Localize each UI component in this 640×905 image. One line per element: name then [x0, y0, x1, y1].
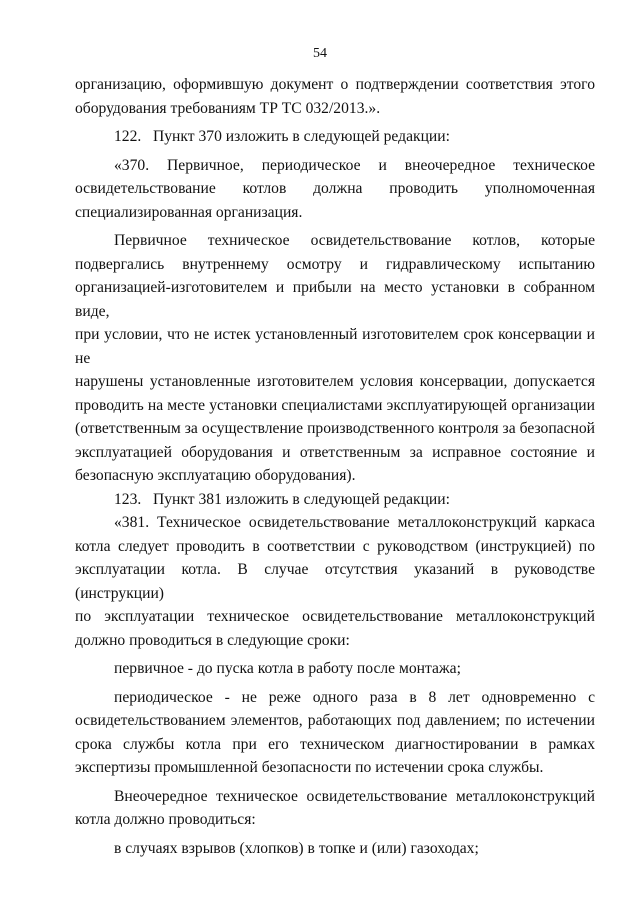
text-line: в случаях взрывов (хлопков) в топке и (или) газоходах;	[114, 839, 479, 857]
paragraph-continuation	[75, 73, 595, 120]
text-line: нарушены установленные изготовителем условия консервации, допускается	[75, 373, 595, 390]
text-line: должно проводиться в следующие сроки:	[75, 631, 350, 649]
text-line: 122. Пункт 370 изложить в следующей редакции:	[114, 128, 450, 145]
text-line: освидетельствованием элементов, работающих под давлением; по истечении	[75, 712, 595, 729]
paragraph-extraordinary	[75, 785, 595, 832]
text-line: Внеочередное техническое освидетельствование металлоконструкций	[114, 787, 595, 805]
paragraph-clause-381	[75, 511, 595, 652]
page-number: 54	[313, 46, 327, 61]
text-line: эксплуатацией оборудования и ответственным за исправное состояние и	[75, 443, 595, 461]
text-line: экспертизы промышленной безопасности по истечении срока службы.	[75, 759, 544, 776]
text-line: подвергались внутреннему осмотру и гидравлическому испытанию	[75, 255, 595, 273]
text-line: проводить на месте установки специалистами эксплуатирующей организации	[75, 396, 595, 414]
text-line: организацию, оформившую документ о подтверждении соответствия этого	[75, 76, 595, 93]
text-line: срока службы котла при его техническом диагностировании в рамках	[75, 735, 595, 753]
text-line: «381. Техническое освидетельствование металлоконструкций каркаса	[114, 514, 595, 531]
text-line: безопасную эксплуатацию оборудования).	[75, 467, 356, 484]
text-line: первичное - до пуска котла в работу после монтажа;	[114, 660, 461, 677]
text-line: «370. Первичное, периодическое и внеочередное техническое	[114, 156, 595, 174]
paragraph-primary-term	[75, 657, 595, 681]
text-line: эксплуатации котла. В случае отсутствия указаний в руководстве (инструкции)	[75, 561, 595, 602]
text-line: при условии, что не истек установленный изготовителем срок консервации и не	[75, 326, 595, 367]
text-line: оборудования требованиям ТР ТС 032/2013.».	[75, 99, 381, 117]
paragraph-explosions-case	[75, 837, 595, 861]
paragraph-periodic-term	[75, 686, 595, 780]
text-line: освидетельствование котлов должна проводить уполномоченная	[75, 180, 595, 197]
paragraph-primary-inspection	[75, 229, 595, 488]
text-line: котла должно проводиться:	[75, 811, 256, 828]
text-line: по эксплуатации техническое освидетельствование металлоконструкций	[75, 608, 595, 625]
text-line: 123. Пункт 381 изложить в следующей редакции:	[114, 490, 450, 508]
text-line: специализированная организация.	[75, 203, 303, 221]
text-line: организацией-изготовителем и прибыли на место установки в собранном виде,	[75, 279, 595, 320]
paragraph-item-123	[75, 488, 595, 512]
paragraph-item-122	[75, 125, 595, 149]
text-line: (ответственным за осуществление производственного контроля за безопасной	[75, 420, 595, 437]
text-line: периодическое - не реже одного раза в 8 лет одновременно с	[114, 688, 595, 706]
paragraph-clause-370	[75, 154, 595, 225]
text-line: Первичное техническое освидетельствование котлов, которые	[114, 232, 595, 249]
text-line: котла следует проводить в соответствии с руководством (инструкцией) по	[75, 537, 595, 555]
document-body	[75, 73, 595, 860]
